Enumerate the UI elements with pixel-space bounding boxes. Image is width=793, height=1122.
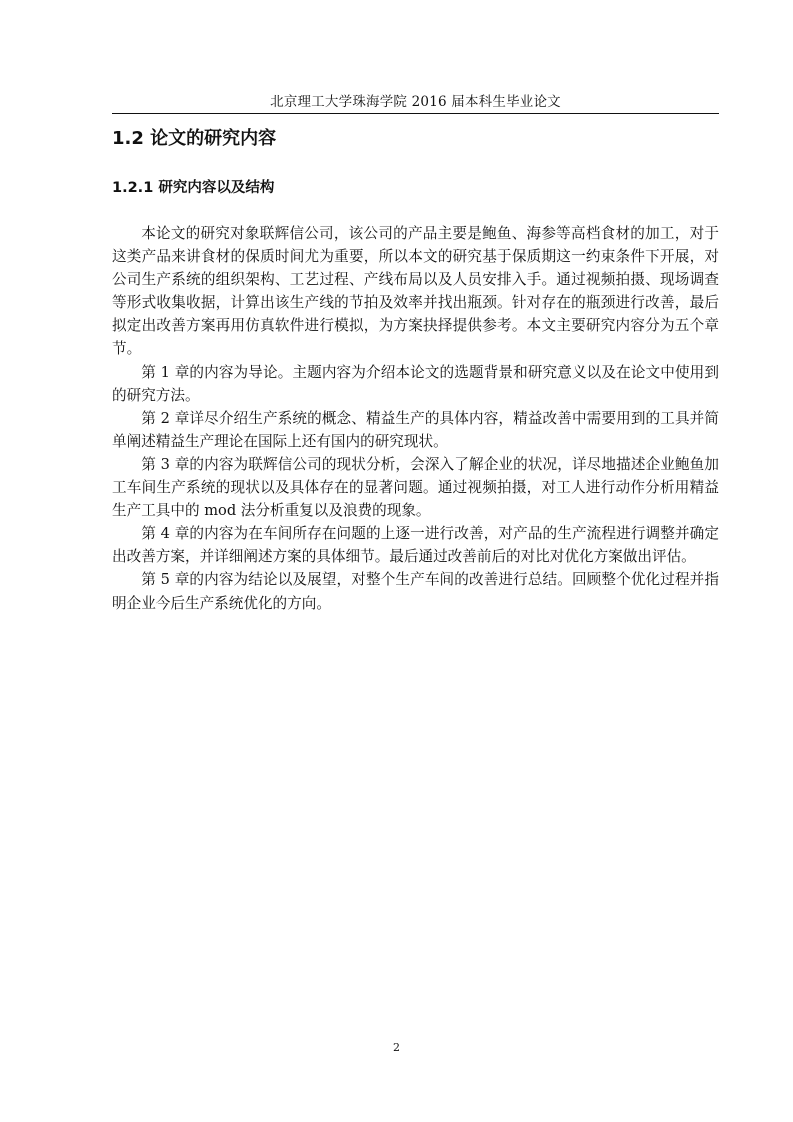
- paragraph-chapter-2: 第 2 章详尽介绍生产系统的概念、精益生产的具体内容，精益改善中需要用到的工具并简单阐述精益生产理论在国际上还有国内的研究现状。: [112, 409, 719, 450]
- paragraph-intro: 本论文的研究对象联辉信公司，该公司的产品主要是鲍鱼、海参等高档食材的加工，对于这类产品来讲食材的保质时间尤为重要，所以本文的研究基于保质期这一约束条件下开展，对公司生产系统的组织架构、工艺过程、产线布局以及人员安排入手。通过视频拍摄、现场调查等形式收集收据，计算出该生产线的节拍及效率并找出瓶颈。针对存在的瓶颈进行改善，最后拟定出改善方案再用仿真软件进行模拟，为方案抉择提供参考。本文主要研究内容分为五个章节。: [112, 225, 719, 358]
- section-title: 1.2 论文的研究内容: [112, 128, 277, 149]
- paragraph-chapter-5: 第 5 章的内容为结论以及展望，对整个生产车间的改善进行总结。回顾整个优化过程并指明企业今后生产系统优化的方向。: [112, 571, 719, 612]
- body-text: [112, 222, 719, 615]
- paragraph-chapter-3: 第 3 章的内容为联辉信公司的现状分析，会深入了解企业的状况，详尽地描述企业鲍鱼加工车间生产系统的现状以及具体存在的显著问题。通过视频拍摄，对工人进行动作分析用精益生产工具中的 mod 法分析重复以及浪费的现象。: [112, 455, 719, 520]
- page-number: 2: [393, 1041, 400, 1054]
- subsection-title: 1.2.1 研究内容以及结构: [112, 180, 275, 196]
- running-header: 北京理工大学珠海学院 2016 届本科生毕业论文: [270, 94, 561, 110]
- paragraph-chapter-1: 第 1 章的内容为导论。主题内容为介绍本论文的选题背景和研究意义以及在论文中使用到的研究方法。: [112, 363, 719, 404]
- paragraph-chapter-4: 第 4 章的内容为在车间所存在问题的上逐一进行改善，对产品的生产流程进行调整并确定出改善方案，并详细阐述方案的具体细节。最后通过改善前后的对比对优化方案做出评估。: [112, 525, 719, 566]
- header-rule: [112, 113, 719, 114]
